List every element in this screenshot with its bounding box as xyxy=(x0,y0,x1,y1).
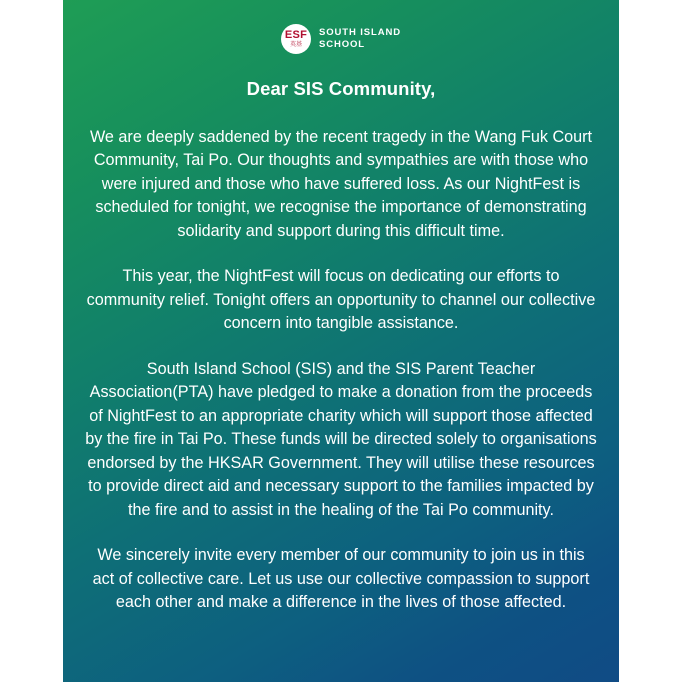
school-name-line1: SOUTH ISLAND xyxy=(318,27,402,39)
school-logo xyxy=(77,0,605,54)
school-name-line2: SCHOOL xyxy=(318,39,366,50)
esf-logo-text: ESF xyxy=(284,29,308,41)
esf-logo-chinese-text: 英基 xyxy=(289,42,302,48)
paragraph-3: South Island School (SIS) and the SIS Parent Teacher Association(PTA) have pledged to make a donation from the proceeds of NightFest to an appropriate charity which will support those affected by the fire in Tai Po. These funds will be directed solely to organisations endorsed by the HKSAR Government. They will utilise these resources to provide direct aid and necessary support to the families impacted by the fire and to assist in the healing of the Tai Po community. xyxy=(85,359,597,519)
esf-logo-icon xyxy=(281,24,311,54)
paragraph-4: We sincerely invite every member of our community to join us in this act of collective care. Let us use our collective compassion to support each other and make a difference in the lives of those affected. xyxy=(92,546,590,612)
school-name xyxy=(319,27,401,51)
paragraph-1: We are deeply saddened by the recent tragedy in the Wang Fuk Court Community, Tai Po. Our thoughts and sympathies are with those who were injured and those who have suffered loss. As our NightFest is scheduled for tonight, we recognise the importance of demonstrating solidarity and support during this difficult time. xyxy=(89,128,593,240)
greeting-heading: Dear SIS Community, xyxy=(246,78,436,99)
announcement-card xyxy=(63,0,619,682)
paragraph-2: This year, the NightFest will focus on dedicating our efforts to community relief. Tonight offers an opportunity to channel our collective concern into tangible assistance. xyxy=(86,267,596,333)
